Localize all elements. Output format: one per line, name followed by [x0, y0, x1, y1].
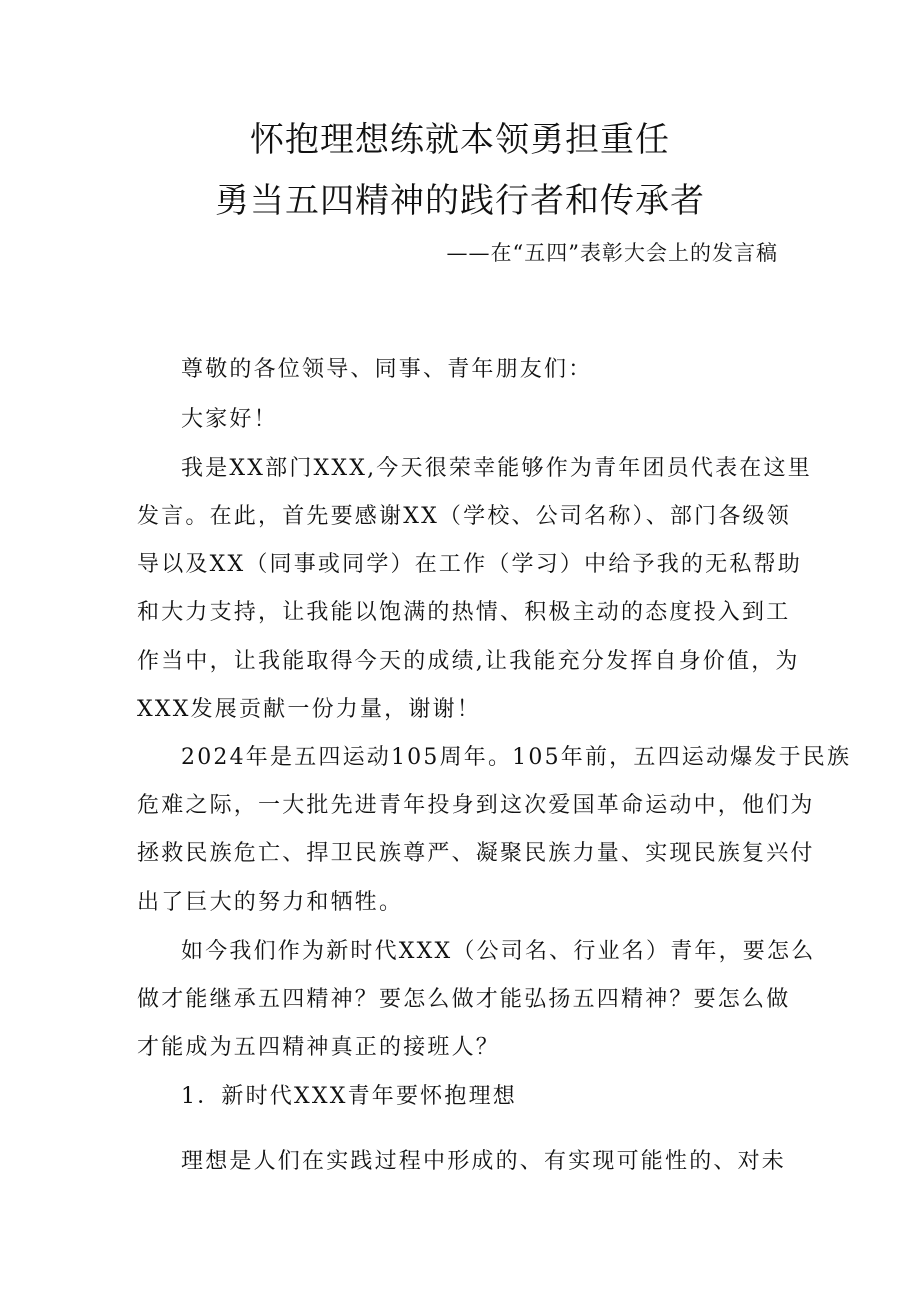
paragraph-3-line: 做才能继承五四精神？要怎么做才能弘扬五四精神？要怎么做 — [137, 987, 791, 1012]
document-title-line-2: 勇当五四精神的践行者和传承者 — [215, 181, 705, 221]
paragraph-1-line: 发言。在此，首先要感谢XX（学校、公司名称）、部门各级领 — [137, 504, 791, 529]
paragraph-2-line: 危难之际，一大批先进青年投身到这次爱国革命运动中，他们为 — [137, 793, 815, 818]
salutation: 尊敬的各位领导、同事、青年朋友们： — [181, 357, 593, 382]
paragraph-3-line: 如今我们作为新时代XXX（公司名、行业名）青年，要怎么 — [181, 939, 816, 964]
paragraph-2-line: 出了巨大的努力和牺牲。 — [137, 890, 404, 915]
paragraph-1-line: 作当中，让我能取得今天的成绩,让我能充分发挥自身价值，为 — [137, 649, 800, 674]
paragraph-2-line: 拯救民族危亡、捍卫民族尊严、凝聚民族力量、实现民族复兴付 — [137, 841, 815, 866]
paragraph-2-line: 2024年是五四运动105周年。105年前，五四运动爆发于民族 — [181, 745, 852, 770]
paragraph-1-line: 导以及XX（同事或同学）在工作（学习）中给予我的无私帮助 — [137, 552, 802, 577]
document-title-line-1: 怀抱理想练就本领勇担重任 — [250, 120, 670, 160]
paragraph-1-line: XXX发展贡献一份力量，谢谢！ — [137, 697, 481, 722]
document-subtitle: ——在“五四”表彰大会上的发言稿 — [446, 241, 778, 265]
section-heading: 1．新时代XXX青年要怀抱理想 — [181, 1084, 517, 1109]
greeting: 大家好！ — [181, 407, 278, 432]
paragraph-1-line: 和大力支持，让我能以饱满的热情、积极主动的态度投入到工 — [137, 600, 791, 625]
paragraph-1-line: 我是XX部门XXX,今天很荣幸能够作为青年团员代表在这里 — [181, 456, 812, 481]
paragraph-4-line: 理想是人们在实践过程中形成的、有实现可能性的、对未 — [181, 1149, 787, 1174]
paragraph-3-line: 才能成为五四精神真正的接班人？ — [137, 1035, 501, 1060]
